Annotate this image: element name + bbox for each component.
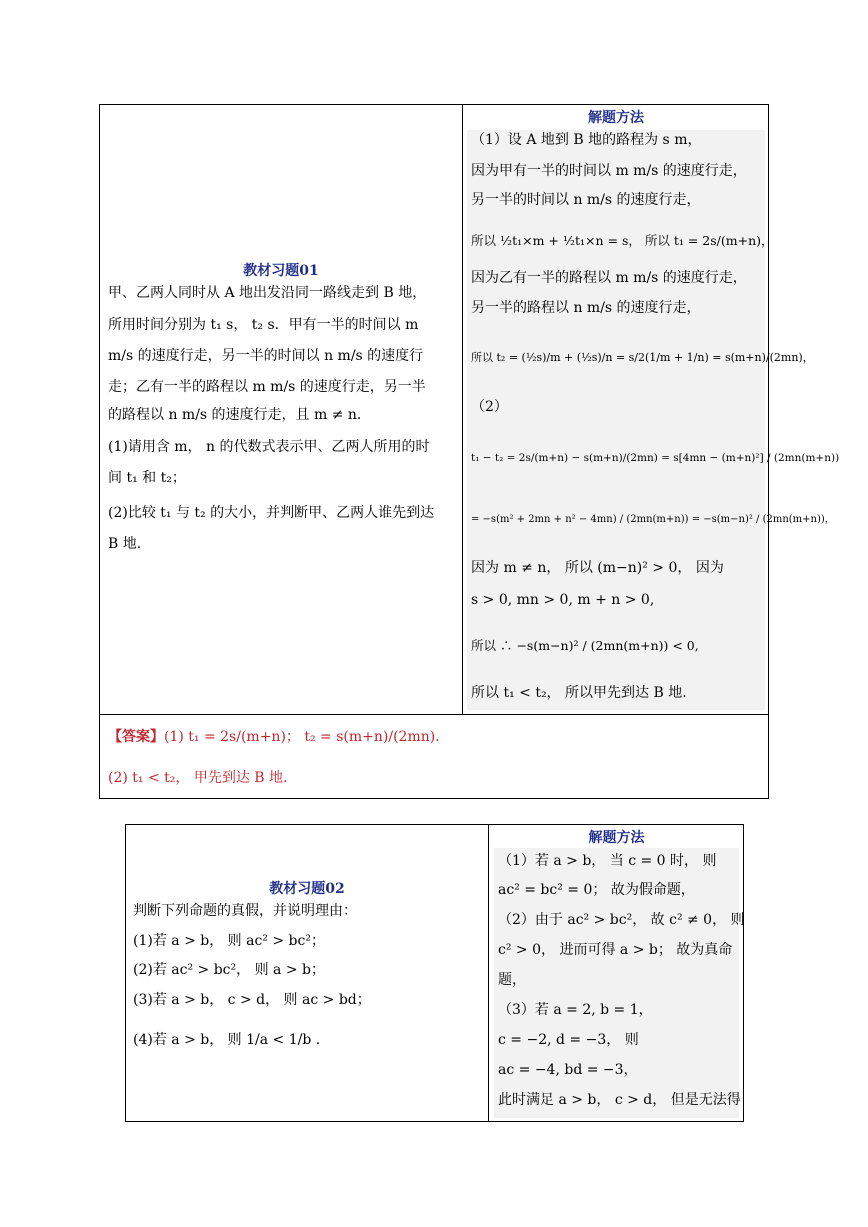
answer-text-1: (1) t₁ = 2s/(m+n)； t₂ = s(m+n)/(2mn)． [164,729,450,745]
solution-line: 所以 ∴ −s(m−n)² / (2mn(m+n)) < 0, [471,638,699,653]
solution-line: ac² = bc² = 0； 故为假命题， [498,882,695,898]
answer-label: 【答案】 [108,729,164,745]
question-line: (1)请用含 m， n 的代数式表示甲、乙两人所用的时 [108,439,430,455]
solution-line: （1）若 a > b， 当 c = 0 时， 则 [498,853,717,869]
solution-line: 题， [498,972,526,988]
question-line: 甲、乙两人同时从 A 地出发沿同一路线走到 B 地， [108,285,427,301]
solution-line: （1）设 A 地到 B 地的路程为 s m， [471,132,702,148]
solution-line: c² > 0， 进而可得 a > b； 故为真命 [498,942,733,958]
answer-line-1 [108,727,449,747]
solution-line: 所以 t₁ < t₂， 所以甲先到达 B 地. [471,685,687,701]
solution-line: s > 0, mn > 0, m + n > 0, [471,592,655,608]
question-line: (1)若 a > b， 则 ac² > bc²； [133,933,325,949]
solution-line: 因为甲有一半的时间以 m m/s 的速度行走， [471,163,747,179]
table2-divider [488,824,489,1122]
solution-line: 另一半的路程以 n m/s 的速度行走， [471,300,701,316]
solution-line: t₁ − t₂ = 2s/(m+n) − s(m+n)/(2mn) = s[4mn − (m+n)²] / (2mn(m+n)) [471,452,840,464]
question-line: (4)若 a > b， 则 1/a < 1/b . [133,1032,321,1048]
question-line: 的路程以 n m/s 的速度行走，且 m ≠ n． [108,407,371,423]
solution-line: 此时满足 a > b， c > d， 但是无法得 [498,1092,741,1108]
question-line: (3)若 a > b， c > d， 则 ac > bd； [133,992,371,1008]
solution-line: 所以 ½t₁×m + ½t₁×n = s， 所以 t₁ = 2s/(m+n)， [471,233,774,248]
table1-right-shade [467,130,765,710]
question-line: B 地. [108,536,142,552]
exercise-02-title: 教材习题02 [269,881,345,897]
solution-line: （3）若 a = 2, b = 1， [498,1002,653,1018]
solution-line: （2） [471,399,508,415]
solution-line: 因为 m ≠ n， 所以 (m−n)² > 0， 因为 [471,560,724,576]
solution-line: = −s(m² + 2mn + n² − 4mn) / (2mn(m+n)) = −s(m−n)² / (2mn(m+n))， [471,514,835,525]
question-line: 走；乙有一半的路程以 m m/s 的速度行走，另一半 [108,379,426,395]
table1-answer-divider [99,714,769,715]
question-line: 所用时间分别为 t₁ s， t₂ s．甲有一半的时间以 m [108,317,419,333]
question-line: m/s 的速度行走，另一半的时间以 n m/s 的速度行 [108,348,424,364]
exercise-01-title: 教材习题01 [243,263,319,279]
solution-line: 所以 t₂ = (½s)/m + (½s)/n = s/2(1/m + 1/n) = s(m+n)/(2mn)， [471,351,814,364]
solution-02-title: 解题方法 [588,830,645,846]
answer-line-2: (2) t₁ < t₂， 甲先到达 B 地. [108,770,288,786]
table1-divider [462,104,463,715]
solution-01-title: 解题方法 [588,110,644,126]
solution-line: ac = −4, bd = −3， [498,1062,638,1078]
question-line: 间 t₁ 和 t₂； [108,470,186,486]
solution-line: c = −2, d = −3， 则 [498,1032,639,1048]
question-line: (2)比较 t₁ 与 t₂ 的大小，并判断甲、乙两人谁先到达 [108,505,435,521]
question-line: 判断下列命题的真假，并说明理由： [133,903,357,919]
solution-line: 另一半的时间以 n m/s 的速度行走， [471,192,701,208]
solution-line: （2）由于 ac² > bc²， 故 c² ≠ 0， 则 [498,912,745,928]
question-line: (2)若 ac² > bc²， 则 a > b； [133,962,325,978]
solution-line: 因为乙有一半的路程以 m m/s 的速度行走， [471,270,747,286]
